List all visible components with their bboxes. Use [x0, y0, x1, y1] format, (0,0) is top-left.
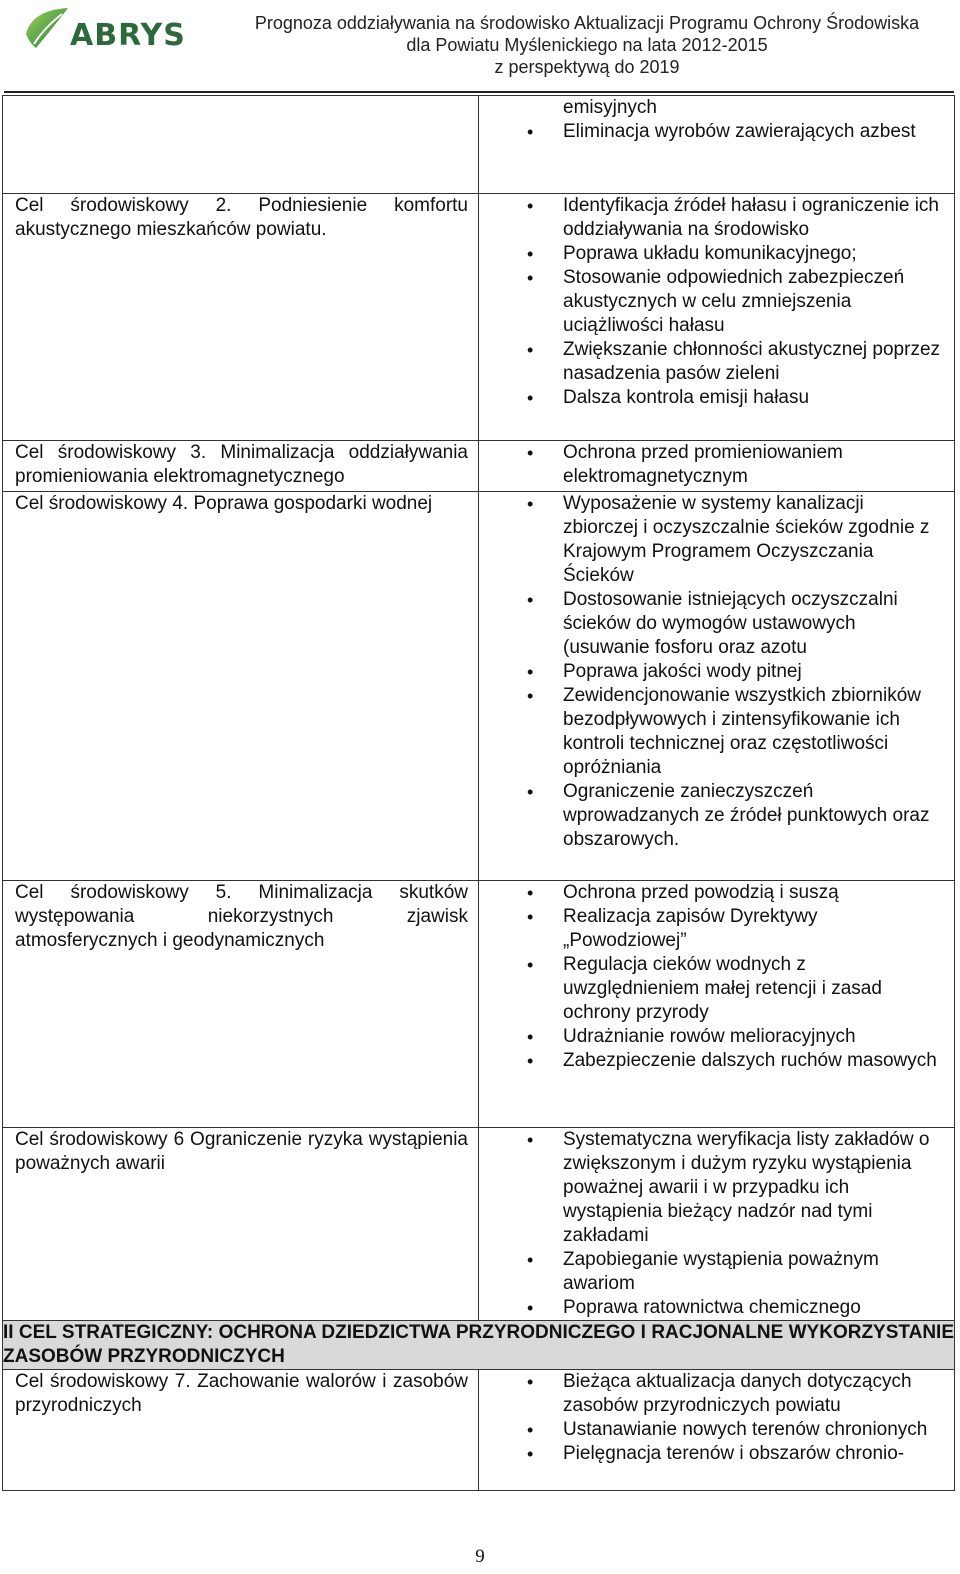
- bullet-icon: •: [527, 268, 534, 288]
- header-divider: [4, 91, 954, 93]
- action-item: [479, 1442, 954, 1466]
- action-item: [479, 120, 954, 144]
- bullet-icon: •: [527, 1444, 534, 1464]
- goals-table: [2, 95, 955, 1491]
- actions-cell: [479, 1128, 955, 1321]
- action-text: emisyjnych: [563, 97, 657, 118]
- action-item: [479, 905, 954, 953]
- actions-list: [479, 492, 954, 852]
- title-line: z perspektywą do 2019: [494, 57, 680, 77]
- document-title: [232, 12, 942, 78]
- actions-cell: [479, 441, 955, 492]
- action-text: Realizacja zapisów Dyrektywy „Powodziowej”: [563, 906, 818, 951]
- actions-cell: [479, 1370, 955, 1491]
- environmental-goal: Cel środowiskowy 5. Minimalizacja skutków występowania niekorzystnych zjawisk atmosferycznych i geodynamicznych: [15, 882, 468, 951]
- action-item: [479, 660, 954, 684]
- action-item: [479, 338, 954, 386]
- actions-list: [479, 441, 954, 489]
- bullet-icon: •: [527, 1372, 534, 1392]
- bullet-icon: •: [527, 388, 534, 408]
- bullet-icon: •: [527, 686, 534, 706]
- bullet-icon: •: [527, 122, 534, 142]
- page-number: 9: [475, 1546, 485, 1567]
- action-text: Dalsza kontrola emisji hałasu: [563, 387, 810, 408]
- action-item: [479, 881, 954, 905]
- goal-cell: [3, 1128, 479, 1321]
- action-item: [479, 266, 954, 338]
- bullet-icon: •: [527, 1027, 534, 1047]
- bullet-icon: •: [527, 1130, 534, 1150]
- action-text: Pielęgnacja terenów i obszarów chronio-: [563, 1443, 905, 1464]
- environmental-goal: Cel środowiskowy 4. Poprawa gospodarki wodnej: [15, 493, 433, 514]
- action-item: [479, 1025, 954, 1049]
- action-text: Ograniczenie zanieczyszczeń wprowadzanych ze źródeł punktowych oraz obszarowych.: [563, 781, 930, 850]
- action-text: Ochrona przed promieniowaniem elektromagnetycznym: [563, 442, 843, 487]
- action-item: [479, 492, 954, 588]
- actions-list: [479, 1370, 954, 1466]
- action-text: Systematyczna weryfikacja listy zakładów o zwiększonym i dużym ryzyku wystąpienia poważnej awarii i w przypadku ich wystąpienia bieżący nadzór nad tymi zakładami: [563, 1129, 930, 1246]
- environmental-goal: Cel środowiskowy 2. Podniesienie komfortu akustycznego mieszkańców powiatu.: [15, 195, 468, 240]
- action-text: Poprawa ratownictwa chemicznego: [563, 1297, 861, 1318]
- action-item: [479, 780, 954, 852]
- bullet-icon: •: [527, 590, 534, 610]
- environmental-goal: Cel środowiskowy 7. Zachowanie walorów i zasobów przyrodniczych: [15, 1371, 468, 1416]
- environmental-goal: Cel środowiskowy 3. Minimalizacja oddziaływania promieniowania elektromagnetycznego: [15, 442, 468, 487]
- goal-cell: [3, 1370, 479, 1491]
- action-item: [479, 1370, 954, 1418]
- bullet-icon: •: [527, 1298, 534, 1318]
- action-text: Zapobieganie wystąpienia poważnym awariom: [563, 1249, 879, 1294]
- action-text: Poprawa układu komunikacyjnego;: [563, 243, 857, 264]
- action-text: Regulacja cieków wodnych z uwzględnieniem małej retencji i zasad ochrony przyrody: [563, 954, 882, 1023]
- action-text: Poprawa jakości wody pitnej: [563, 661, 802, 682]
- strategic-goal-row: [3, 1321, 955, 1370]
- bullet-icon: •: [527, 1420, 534, 1440]
- action-item: [479, 953, 954, 1025]
- action-text: Zabezpieczenie dalszych ruchów masowych: [563, 1050, 937, 1071]
- action-text: Zwiększanie chłonności akustycznej poprzez nasadzenia pasów zieleni: [563, 339, 941, 384]
- bullet-icon: •: [527, 662, 534, 682]
- actions-list: [479, 881, 954, 1073]
- goal-cell: [3, 96, 479, 194]
- action-item: [479, 194, 954, 242]
- action-item: [479, 1248, 954, 1296]
- action-item: [479, 242, 954, 266]
- action-item: [479, 441, 954, 489]
- goal-row: [3, 1370, 955, 1491]
- bullet-icon: •: [527, 883, 534, 903]
- goal-row: [3, 1128, 955, 1321]
- bullet-icon: •: [527, 244, 534, 264]
- abrys-logo: [22, 4, 222, 56]
- actions-cell: [479, 194, 955, 441]
- goal-cell: [3, 441, 479, 492]
- action-item: [479, 1128, 954, 1248]
- goal-cell: [3, 492, 479, 881]
- action-text: Eliminacja wyrobów zawierających azbest: [563, 121, 916, 142]
- logo-wordmark: ABRYS: [70, 18, 186, 53]
- action-text: Ochrona przed powodzią i suszą: [563, 882, 839, 903]
- goal-row: [3, 194, 955, 441]
- goal-row: [3, 441, 955, 492]
- action-item: [479, 1296, 954, 1320]
- action-item: [479, 684, 954, 780]
- bullet-icon: •: [527, 1250, 534, 1270]
- action-text: Identyfikacja źródeł hałasu i ograniczenie ich oddziaływania na środowisko: [563, 195, 939, 240]
- goal-row: [3, 881, 955, 1128]
- bullet-icon: •: [527, 782, 534, 802]
- action-item: [479, 1418, 954, 1442]
- action-text: Zewidencjonowanie wszystkich zbiorników bezodpływowych i zintensyfikowanie ich kontroli technicznej oraz częstotliwości opróżniania: [563, 685, 921, 778]
- action-text: Udrażnianie rowów melioracyjnych: [563, 1026, 856, 1047]
- action-text: Stosowanie odpowiednich zabezpieczeń akustycznych w celu zmniejszenia uciążliwości hałasu: [563, 267, 905, 336]
- actions-cell: [479, 881, 955, 1128]
- goal-cell: [3, 194, 479, 441]
- bullet-icon: •: [527, 196, 534, 216]
- bullet-icon: •: [527, 494, 534, 514]
- action-text: Dostosowanie istniejących oczyszczalni ścieków do wymogów ustawowych (usuwanie fosforu oraz azotu: [563, 589, 898, 658]
- bullet-icon: •: [527, 907, 534, 927]
- title-line: Prognoza oddziaływania na środowisko Aktualizacji Programu Ochrony Środowiska: [254, 13, 920, 33]
- action-item: [479, 588, 954, 660]
- actions-list: [479, 1128, 954, 1320]
- strategic-goal-heading: II CEL STRATEGICZNY: OCHRONA DZIEDZICTWA PRZYRODNICZEGO I RACJONALNE WYKORZYSTANIE ZASOBÓW PRZYRODNICZYCH: [3, 1321, 955, 1370]
- action-text: Wyposażenie w systemy kanalizacji zbiorczej i oczyszczalnie ścieków zgodnie z Krajowym Programem Oczyszczania Ścieków: [563, 493, 930, 586]
- action-text: Bieżąca aktualizacja danych dotyczących zasobów przyrodniczych powiatu: [563, 1371, 912, 1416]
- action-item: [479, 96, 954, 120]
- goal-cell: [3, 881, 479, 1128]
- goal-row: [3, 492, 955, 881]
- bullet-icon: •: [527, 340, 534, 360]
- actions-list: [479, 96, 954, 144]
- page-header: [0, 0, 960, 96]
- actions-cell: [479, 96, 955, 194]
- action-item: [479, 386, 954, 410]
- title-line: dla Powiatu Myślenickiego na lata 2012-2015: [406, 35, 768, 55]
- actions-cell: [479, 492, 955, 881]
- actions-list: [479, 194, 954, 410]
- action-text: Ustanawianie nowych terenów chronionych: [563, 1419, 928, 1440]
- goal-row: [3, 96, 955, 194]
- bullet-icon: •: [527, 955, 534, 975]
- bullet-icon: •: [527, 1051, 534, 1071]
- environmental-goal: Cel środowiskowy 6 Ograniczenie ryzyka wystąpienia poważnych awarii: [15, 1129, 468, 1174]
- action-item: [479, 1049, 954, 1073]
- bullet-icon: •: [527, 443, 534, 463]
